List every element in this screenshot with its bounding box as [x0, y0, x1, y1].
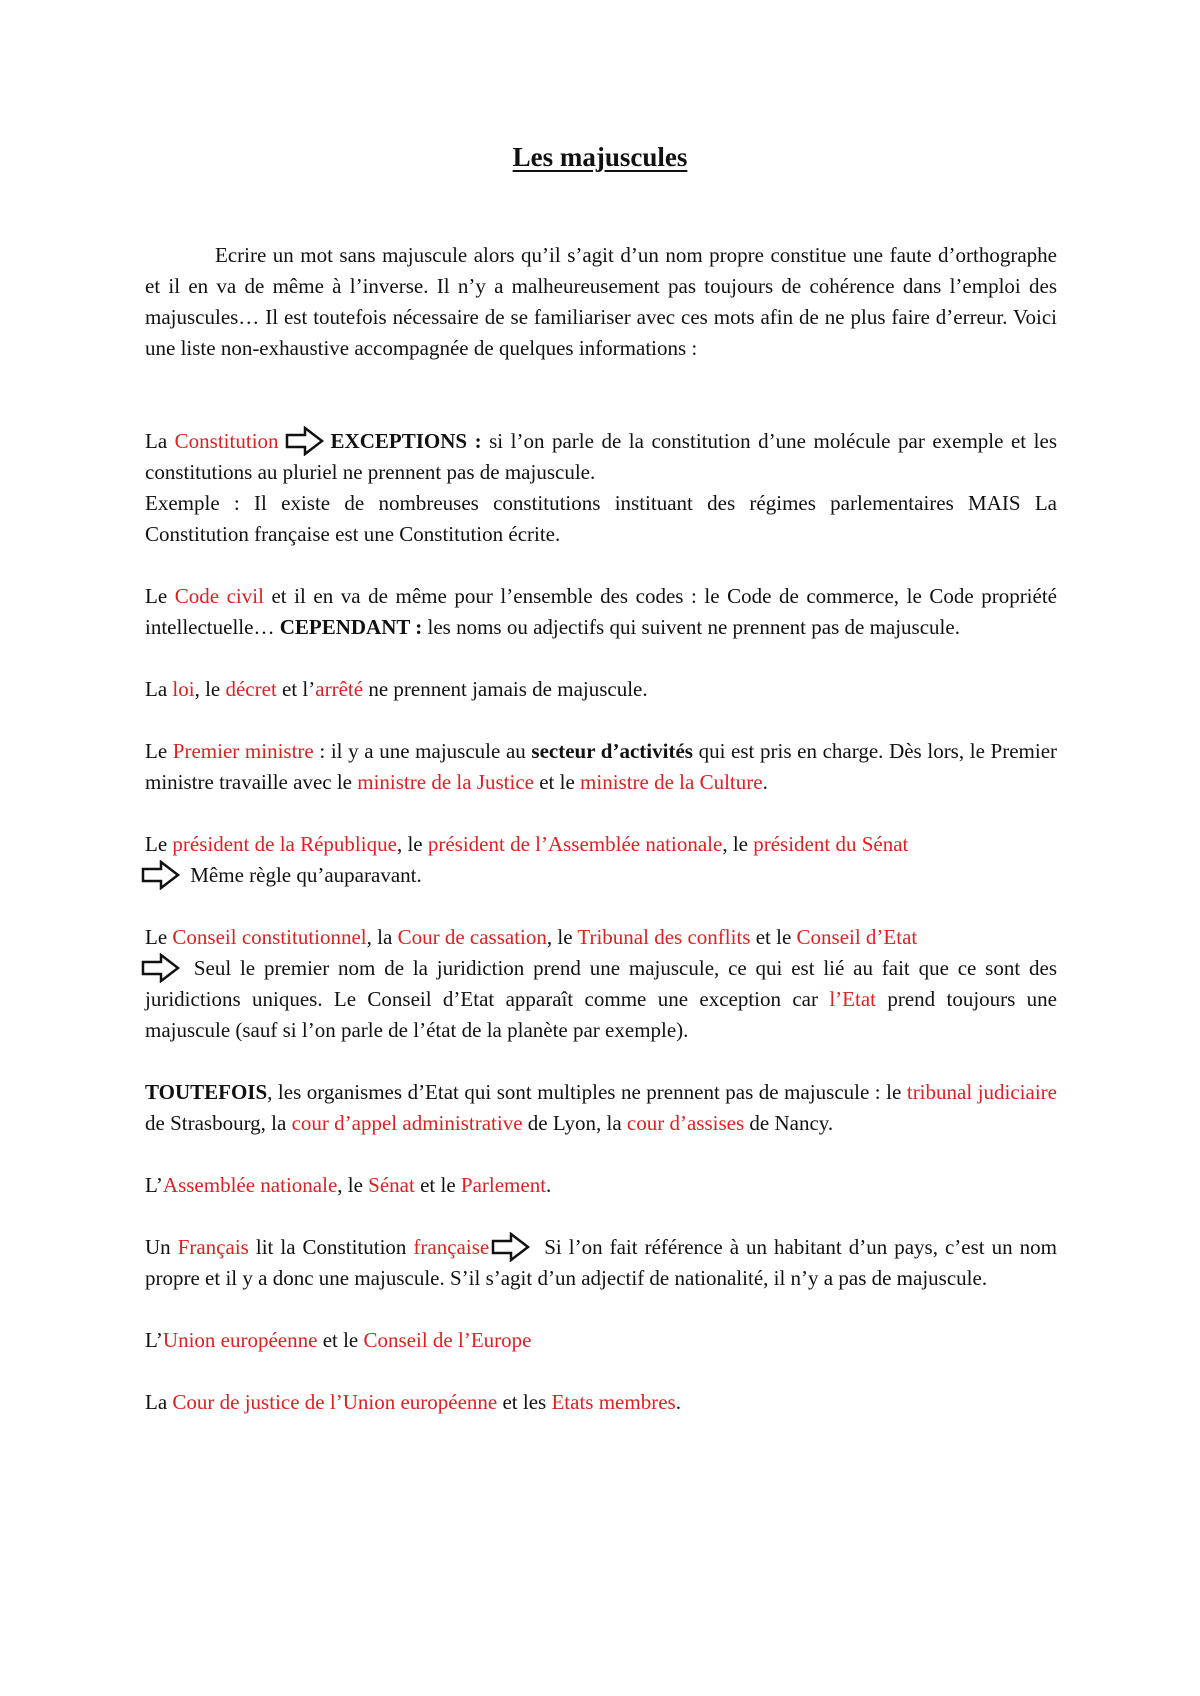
paragraph-assemblee — [145, 1170, 1057, 1201]
term-cour-cassation: Cour de cassation — [397, 925, 547, 949]
right-arrow-icon — [141, 860, 181, 890]
term-president-assemblee: président de l’Assemblée nationale — [427, 832, 723, 856]
label-toutefois: TOUTEFOIS — [145, 1080, 268, 1104]
term-assemblee-nationale: Assemblée nationale — [162, 1173, 338, 1197]
text: et il en va de même pour l’ensemble des codes : le Code de commerce, le Code propriété intellectuelle… — [145, 584, 1057, 639]
term-premier-ministre: Premier ministre — [172, 739, 314, 763]
paragraph-union — [145, 1325, 1057, 1356]
text: La — [145, 429, 175, 453]
paragraph-francais — [145, 1232, 1057, 1294]
term-president-senat: président du Sénat — [753, 832, 909, 856]
text: , les organismes d’Etat qui sont multiples ne prennent pas de majuscule : le — [267, 1080, 907, 1104]
text: Le — [145, 925, 173, 949]
page-title: Les majuscules — [512, 142, 688, 172]
text: , le — [194, 677, 226, 701]
text: et le — [750, 925, 797, 949]
text: et les — [497, 1390, 552, 1414]
text: , le — [546, 925, 578, 949]
term-decret: décret — [225, 677, 277, 701]
term-cour-assises: cour d’assises — [626, 1111, 745, 1135]
term-senat: Sénat — [368, 1173, 415, 1197]
text: La — [145, 1390, 173, 1414]
text: : il y a une majuscule au — [313, 739, 532, 763]
right-arrow-icon — [285, 426, 325, 456]
paragraph-loi — [145, 674, 1057, 705]
term-president-republique: président de la République — [172, 832, 397, 856]
paragraph-constitution — [145, 426, 1057, 488]
text: . — [762, 770, 768, 794]
text: , la — [366, 925, 398, 949]
text: L’ — [145, 1173, 163, 1197]
right-arrow-icon — [141, 953, 181, 983]
text: Le — [145, 832, 173, 856]
text: et le — [414, 1173, 461, 1197]
label-secteur: secteur d’activités — [531, 739, 693, 763]
text: Un — [145, 1235, 178, 1259]
term-cour-justice-ue: Cour de justice de l’Union européenne — [172, 1390, 498, 1414]
text: les noms ou adjectifs qui suivent ne prennent pas de majuscule. — [422, 615, 960, 639]
text: Si l’on fait référence à un habitant d’un pays, c’est un nom propre et il y a donc une majuscule. S’il s’agit d’un adjectif de nationalité, il n’y a pas de majuscule. — [145, 1235, 1057, 1290]
term-etats-membres: Etats membres — [551, 1390, 676, 1414]
term-ministre-justice: ministre de la Justice — [357, 770, 534, 794]
paragraph-ministre — [145, 736, 1057, 798]
paragraph-code — [145, 581, 1057, 643]
intro-paragraph: Ecrire un mot sans majuscule alors qu’il s’agit d’un nom propre constitue une faute d’orthographe et il en va de même à l’inverse. Il n’y a malheureusement pas toujours de cohérence dans l’emploi des majuscules… Il est toutefois nécessaire de se familiariser avec ces mots afin de ne plus faire d’erreur. Voici une liste non-exhaustive accompagnée de quelques informations : — [145, 243, 1057, 360]
text: , le — [337, 1173, 369, 1197]
text: L’ — [145, 1328, 163, 1352]
paragraph-toutefois — [145, 1077, 1057, 1139]
label-exceptions: EXCEPTIONS : — [330, 429, 482, 453]
text: , le — [722, 832, 754, 856]
term-etat: l’Etat — [829, 987, 876, 1011]
text: Seul le premier nom de la juridiction prend une majuscule, ce qui est lié au fait que ce sont des juridictions uniques. Le Conseil d’Etat apparaît comme une exception car — [145, 956, 1057, 1011]
text: Le — [145, 739, 173, 763]
text: lit la Constitution — [248, 1235, 414, 1259]
term-francais: Français — [177, 1235, 249, 1259]
term-conseil-europe: Conseil de l’Europe — [363, 1328, 532, 1352]
text: La — [145, 677, 173, 701]
term-conseil-constitutionnel: Conseil constitutionnel — [172, 925, 367, 949]
paragraph-president — [145, 829, 1057, 891]
term-arrete: arrêté — [315, 677, 364, 701]
text: de Nancy. — [744, 1111, 834, 1135]
text: ne prennent jamais de majuscule. — [363, 677, 648, 701]
term-cour-appel: cour d’appel administrative — [291, 1111, 523, 1135]
text: si l’on parle de la constitution d’une molécule par exemple et les constitutions au pluriel ne prennent pas de majuscule. — [145, 429, 1057, 484]
text: et le — [533, 770, 581, 794]
term-tribunal-judiciaire: tribunal judiciaire — [906, 1080, 1057, 1104]
text: . — [546, 1173, 552, 1197]
text: de Lyon, la — [522, 1111, 627, 1135]
text: qui est pris en charge. Dès lors, le Premier ministre travaille avec le — [145, 739, 1058, 794]
term-conseil-etat: Conseil d’Etat — [796, 925, 918, 949]
term-constitution: Constitution — [174, 429, 279, 453]
paragraph-cour — [145, 1387, 1057, 1418]
paragraph-example: Exemple : Il existe de nombreuses constitutions instituant des régimes parlementaires MAIS La Constitution française est une Constitution écrite. — [145, 491, 1057, 546]
text: et le — [317, 1328, 364, 1352]
text: . — [675, 1390, 681, 1414]
term-francaise: française — [413, 1235, 490, 1259]
term-ministre-culture: ministre de la Culture — [580, 770, 763, 794]
term-parlement: Parlement — [460, 1173, 547, 1197]
right-arrow-icon — [491, 1232, 531, 1262]
text: et l’ — [276, 677, 316, 701]
text: Le — [145, 584, 175, 608]
text: , le — [396, 832, 428, 856]
term-code-civil: Code civil — [174, 584, 264, 608]
text: prend toujours une majuscule (sauf si l’on parle de l’état de la planète par exemple). — [145, 987, 1057, 1042]
term-loi: loi — [172, 677, 195, 701]
term-tribunal-conflits: Tribunal des conflits — [577, 925, 751, 949]
term-union-europeenne: Union européenne — [162, 1328, 318, 1352]
text: de Strasbourg, la — [145, 1111, 292, 1135]
paragraph-conseil — [145, 922, 1057, 1046]
document-body — [145, 240, 1057, 1418]
text: Même règle qu’auparavant. — [185, 863, 422, 887]
label-cependant: CEPENDANT : — [279, 615, 423, 639]
